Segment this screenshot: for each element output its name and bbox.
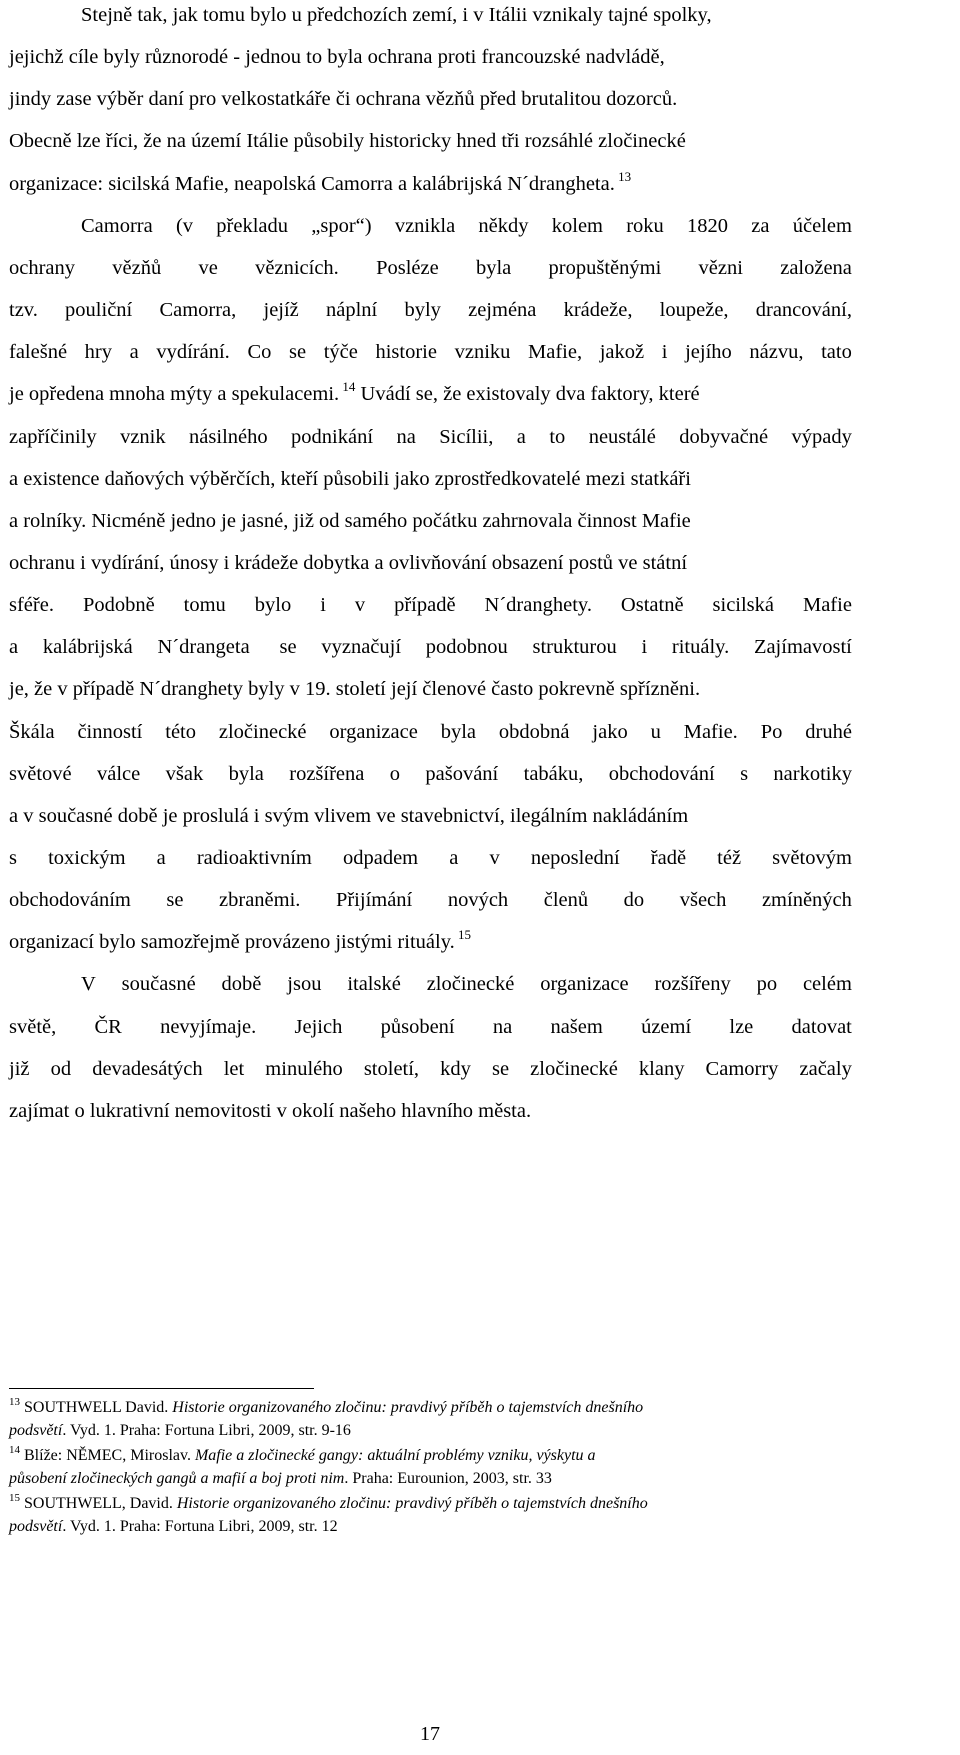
- body-word: a: [516, 425, 526, 448]
- body-word: je opředena mnoha mýty a spekulacemi.: [9, 383, 340, 406]
- body-word: organizace: [540, 973, 629, 996]
- body-word: a existence daňových výběrčích, kteří působili jako zprostředkovatelé mezi statkáři: [9, 467, 691, 490]
- footnote-title: podsvětí: [9, 1422, 63, 1439]
- body-word: vznik: [120, 425, 166, 448]
- body-word: rituály.: [671, 636, 730, 659]
- body-word: organizace: [329, 720, 418, 743]
- body-word: Po: [760, 720, 783, 743]
- body-word: do: [623, 889, 645, 912]
- body-word: jsou: [287, 973, 322, 996]
- body-word: obchodováním: [9, 889, 131, 912]
- body-line: [9, 593, 852, 617]
- body-line: [9, 804, 852, 828]
- body-word: Zajímavostí: [753, 636, 852, 659]
- body-word: podobnou: [425, 636, 508, 659]
- body-word: dobyvačné: [679, 425, 769, 448]
- body-word: překladu: [216, 214, 289, 237]
- body-word: názvu,: [749, 341, 804, 364]
- body-word: tzv.: [9, 299, 38, 322]
- body-line: [9, 677, 852, 701]
- body-word: devadesátých: [92, 1057, 203, 1080]
- body-line: [9, 340, 852, 364]
- body-word: vyznačují: [321, 636, 402, 659]
- footnote-text: . Vyd. 1. Praha: Fortuna Libri, 2009, str. 12: [62, 1518, 338, 1535]
- body-line: [9, 635, 852, 659]
- body-word: všech: [679, 889, 727, 912]
- body-word: této: [165, 720, 196, 743]
- body-line: [9, 168, 852, 196]
- body-word: obdobná: [498, 720, 570, 743]
- body-word: Sicílii,: [439, 425, 494, 448]
- body-word: na: [396, 425, 416, 448]
- footnote-line: [9, 1494, 852, 1514]
- footnote-line: [9, 1398, 852, 1418]
- body-word: pouliční: [65, 299, 133, 322]
- body-word: náplní: [326, 299, 378, 322]
- body-line: [9, 888, 852, 912]
- footnote-title: působení zločineckých gangů a mafií a boj proti nim: [9, 1470, 345, 1487]
- body-word: byla: [475, 256, 512, 279]
- body-word: světovým: [772, 847, 852, 869]
- body-word: datovat: [791, 1015, 852, 1038]
- body-word: Podobně: [82, 594, 155, 617]
- footnote-text: . Praha: Eurounion, 2003, str. 33: [344, 1470, 552, 1487]
- body-word: N´drangeta: [157, 636, 250, 659]
- footnote-line: [9, 1446, 852, 1466]
- body-word: ve: [198, 256, 218, 279]
- body-word: radioaktivním: [196, 847, 312, 869]
- body-word: účelem: [792, 214, 852, 237]
- body-word: století,: [363, 1057, 420, 1080]
- body-word: neustálé: [588, 425, 656, 448]
- body-word: jako: [592, 720, 628, 743]
- body-word: výpady: [791, 425, 852, 448]
- body-word: a v současné době je proslulá i svým vlivem ve stavebnictví, ilegálním nakládáním: [9, 804, 689, 827]
- body-word: území: [641, 1015, 692, 1038]
- body-word: světě,: [9, 1015, 57, 1038]
- body-word: za: [751, 214, 770, 237]
- body-word: strukturou: [532, 636, 617, 659]
- body-word: působení: [380, 1015, 455, 1038]
- body-line: [9, 762, 852, 786]
- body-word: době: [221, 973, 262, 996]
- body-word: narkotiky: [773, 762, 852, 785]
- footnote-text: Blíže: NĚMEC, Miroslav.: [20, 1447, 195, 1464]
- body-word: po: [756, 973, 778, 996]
- body-word: ČR: [94, 1015, 122, 1038]
- footnote-text: . Vyd. 1. Praha: Fortuna Libri, 2009, str. 9-16: [62, 1422, 351, 1439]
- footnote-line: [9, 1469, 852, 1489]
- body-word: (v: [175, 214, 194, 237]
- body-word: Mafie.: [683, 720, 738, 743]
- body-word: obchodování: [608, 762, 715, 785]
- body-line: [9, 927, 852, 954]
- body-line: [9, 1099, 852, 1123]
- body-word: drancování,: [755, 299, 852, 322]
- body-word: neposlední: [530, 847, 620, 869]
- body-word: v: [489, 847, 500, 869]
- body-word: V: [81, 973, 96, 996]
- body-word: lze: [729, 1015, 754, 1038]
- body-word: ochrany: [9, 256, 76, 279]
- body-word: rozšířeny: [654, 973, 731, 996]
- body-word: jejího: [685, 341, 732, 364]
- body-word: válce: [97, 762, 141, 785]
- body-word: to: [549, 425, 566, 448]
- body-word: zločinecké: [218, 720, 307, 743]
- body-word: začaly: [799, 1057, 852, 1080]
- body-word: světové: [9, 762, 72, 785]
- body-word: historie: [375, 341, 437, 364]
- body-word: jakož: [599, 341, 645, 364]
- body-word: od: [50, 1057, 72, 1080]
- body-word: tomu: [183, 594, 226, 617]
- body-word: i: [641, 636, 648, 659]
- body-line: [9, 87, 852, 111]
- body-line: [9, 1015, 852, 1039]
- footnote-title: podsvětí: [9, 1518, 63, 1535]
- body-word: věznicích.: [255, 256, 339, 279]
- body-word: Co: [247, 341, 272, 364]
- footnote-text: SOUTHWELL David.: [20, 1399, 173, 1416]
- body-line: [9, 720, 852, 744]
- page-number: 17: [420, 1723, 440, 1745]
- body-word: zejména: [468, 299, 537, 322]
- body-line: [9, 256, 852, 280]
- footnote-title: Historie organizovaného zločinu: pravdivý příběh o tajemstvích dnešního: [176, 1495, 648, 1512]
- body-word: Camorra,: [159, 299, 237, 322]
- body-word: Stejně tak, jak tomu bylo u předchozích zemí, i v Itálii vznikaly tajné spolky,: [81, 4, 712, 26]
- footnote-number: 13: [9, 1396, 20, 1408]
- body-word: let: [223, 1057, 245, 1080]
- body-word: kolem: [551, 214, 603, 237]
- body-word: na: [492, 1015, 513, 1038]
- body-word: 1820: [687, 214, 729, 237]
- body-word: i: [661, 341, 668, 364]
- footnote-number: 15: [9, 1492, 20, 1504]
- body-word: jindy zase výběr daní pro velkostatkáře či ochrana vězňů před brutalitou dozorců.: [9, 88, 678, 111]
- body-word: Škála: [9, 720, 55, 743]
- footnote-reference: 13: [614, 168, 632, 184]
- body-word: násilného: [189, 425, 268, 448]
- body-word: tabáku,: [523, 762, 584, 785]
- body-word: a rolníky. Nicméně jedno je jasné, již od samého počátku zahrnovala činnost Mafie: [9, 509, 691, 532]
- footnote-reference: 14: [339, 379, 356, 395]
- body-word: již: [9, 1057, 30, 1080]
- body-word: sicilská: [712, 594, 775, 617]
- body-word: organizací bylo samozřejmě provázeno jistými rituály.: [9, 931, 455, 954]
- body-line: [81, 214, 852, 238]
- body-word: je, že v případě N´dranghety byly v 19. století její členové často pokrevně spřízněni.: [9, 678, 701, 701]
- body-word: Camorra: [81, 214, 153, 237]
- body-word: odpadem: [342, 847, 419, 869]
- body-word: Ostatně: [620, 594, 684, 617]
- body-word: krádeže,: [563, 299, 633, 322]
- body-word: a: [449, 847, 459, 869]
- body-word: byla: [228, 762, 264, 785]
- body-word: roku: [626, 214, 664, 237]
- body-word: vydírání.: [156, 341, 230, 364]
- body-word: tato: [821, 341, 852, 364]
- body-word: kalábrijská: [42, 636, 133, 659]
- body-word: případě: [394, 594, 456, 617]
- body-word: se: [492, 1057, 510, 1080]
- body-word: s: [740, 762, 749, 785]
- body-word: nových: [447, 889, 509, 912]
- body-word: druhé: [805, 720, 852, 743]
- body-word: organizace: sicilská Mafie, neapolská Camorra a kalábrijská N´drangheta.: [9, 172, 615, 195]
- body-word: a: [9, 636, 19, 659]
- body-word: klany: [638, 1057, 685, 1080]
- body-word: zločinecké: [426, 973, 515, 996]
- body-word: falešné: [9, 341, 68, 364]
- body-line: [9, 551, 852, 575]
- body-word: našem: [550, 1015, 603, 1038]
- body-word: zajímat o lukrativní nemovitosti v okolí našeho hlavního města.: [9, 1099, 532, 1122]
- body-word: italské: [347, 973, 401, 996]
- body-word: vězni: [698, 256, 743, 279]
- body-word: Obecně lze říci, že na území Itálie působily historicky hned tři rozsáhlé zločinecké: [9, 130, 686, 153]
- body-word: však: [165, 762, 204, 785]
- body-word: členů: [543, 889, 589, 912]
- body-word: jejíž: [263, 299, 299, 322]
- footnote-line: [9, 1421, 852, 1441]
- body-line: [9, 45, 852, 69]
- body-word: Camorry: [705, 1057, 779, 1080]
- footnote-title: Historie organizovaného zločinu: pravdivý příběh o tajemstvích dnešního: [172, 1399, 644, 1416]
- body-line: [9, 129, 852, 153]
- body-word: u: [650, 720, 661, 743]
- body-word: současné: [121, 973, 196, 996]
- body-word: Přijímání: [335, 889, 413, 912]
- body-word: ochranu i vydírání, únosy i krádeže dobytka a ovlivňování obsazení postů ve státní: [9, 551, 688, 574]
- body-word: Jejich: [294, 1015, 343, 1038]
- body-word: se: [166, 889, 184, 912]
- body-word: pašování: [425, 762, 499, 785]
- body-line: [9, 467, 852, 491]
- body-word: i: [320, 594, 326, 617]
- body-word: a: [129, 341, 139, 364]
- body-line: [9, 1057, 852, 1081]
- body-word: zbraněmi.: [219, 889, 301, 912]
- footnote-reference: 15: [454, 927, 471, 943]
- body-word: bylo: [254, 594, 292, 617]
- body-word: N´dranghety.: [484, 594, 592, 617]
- body-word: toxickým: [48, 847, 126, 869]
- body-word: Mafie,: [528, 341, 583, 364]
- body-word: „spor“): [311, 214, 372, 237]
- body-word: Posléze: [376, 256, 439, 279]
- body-word: řadě: [650, 847, 687, 869]
- footnote-text: SOUTHWELL, David.: [20, 1495, 177, 1512]
- body-word: týče: [323, 341, 358, 364]
- body-line: [9, 298, 852, 322]
- footnote-number: 14: [9, 1444, 20, 1456]
- body-word: zmíněných: [761, 889, 852, 912]
- body-line: [9, 425, 852, 449]
- body-word: zločinecké: [530, 1057, 618, 1080]
- body-word: vznikla: [394, 214, 456, 237]
- footnote-separator: [9, 1388, 314, 1389]
- body-word: o: [389, 762, 400, 785]
- body-line: [81, 3, 852, 27]
- body-word: v: [354, 594, 366, 617]
- body-word: loupeže,: [659, 299, 729, 322]
- body-word: s: [9, 847, 17, 869]
- footnote-title: Mafie a zločinecké gangy: aktuální problémy vzniku, výskytu a: [194, 1447, 596, 1464]
- body-word: minulého: [265, 1057, 343, 1080]
- body-word: se: [289, 341, 307, 364]
- body-word: vězňů: [112, 256, 162, 279]
- body-word: též: [717, 847, 742, 869]
- body-word: činností: [77, 720, 143, 743]
- body-word: vzniku: [454, 341, 511, 364]
- body-word: se: [274, 636, 297, 659]
- body-word: celém: [802, 973, 852, 996]
- body-line: [9, 846, 852, 870]
- body-line: [81, 972, 852, 996]
- body-word: podnikání: [291, 425, 374, 448]
- body-word: nevyjímaje.: [160, 1015, 257, 1038]
- body-word: byla: [440, 720, 477, 743]
- body-word: jejichž cíle byly různorodé - jednou to byla ochrana proti francouzské nadvládě,: [9, 46, 665, 69]
- footnote-line: [9, 1517, 852, 1537]
- body-word: Mafie: [802, 594, 852, 617]
- body-word: rozšířena: [289, 762, 365, 785]
- body-word: sféře.: [9, 594, 54, 617]
- body-line: [9, 379, 852, 406]
- body-line: [9, 509, 852, 533]
- body-word: kdy: [440, 1057, 471, 1080]
- body-text-after-reference: Uvádí se, že existovaly dva faktory, které: [355, 383, 700, 406]
- body-word: někdy: [478, 214, 529, 237]
- body-word: zapříčinily: [9, 425, 97, 448]
- body-word: a: [156, 847, 166, 869]
- body-word: založena: [780, 256, 852, 279]
- body-word: hry: [84, 341, 112, 364]
- body-word: propuštěnými: [548, 256, 662, 279]
- body-word: byly: [404, 299, 441, 322]
